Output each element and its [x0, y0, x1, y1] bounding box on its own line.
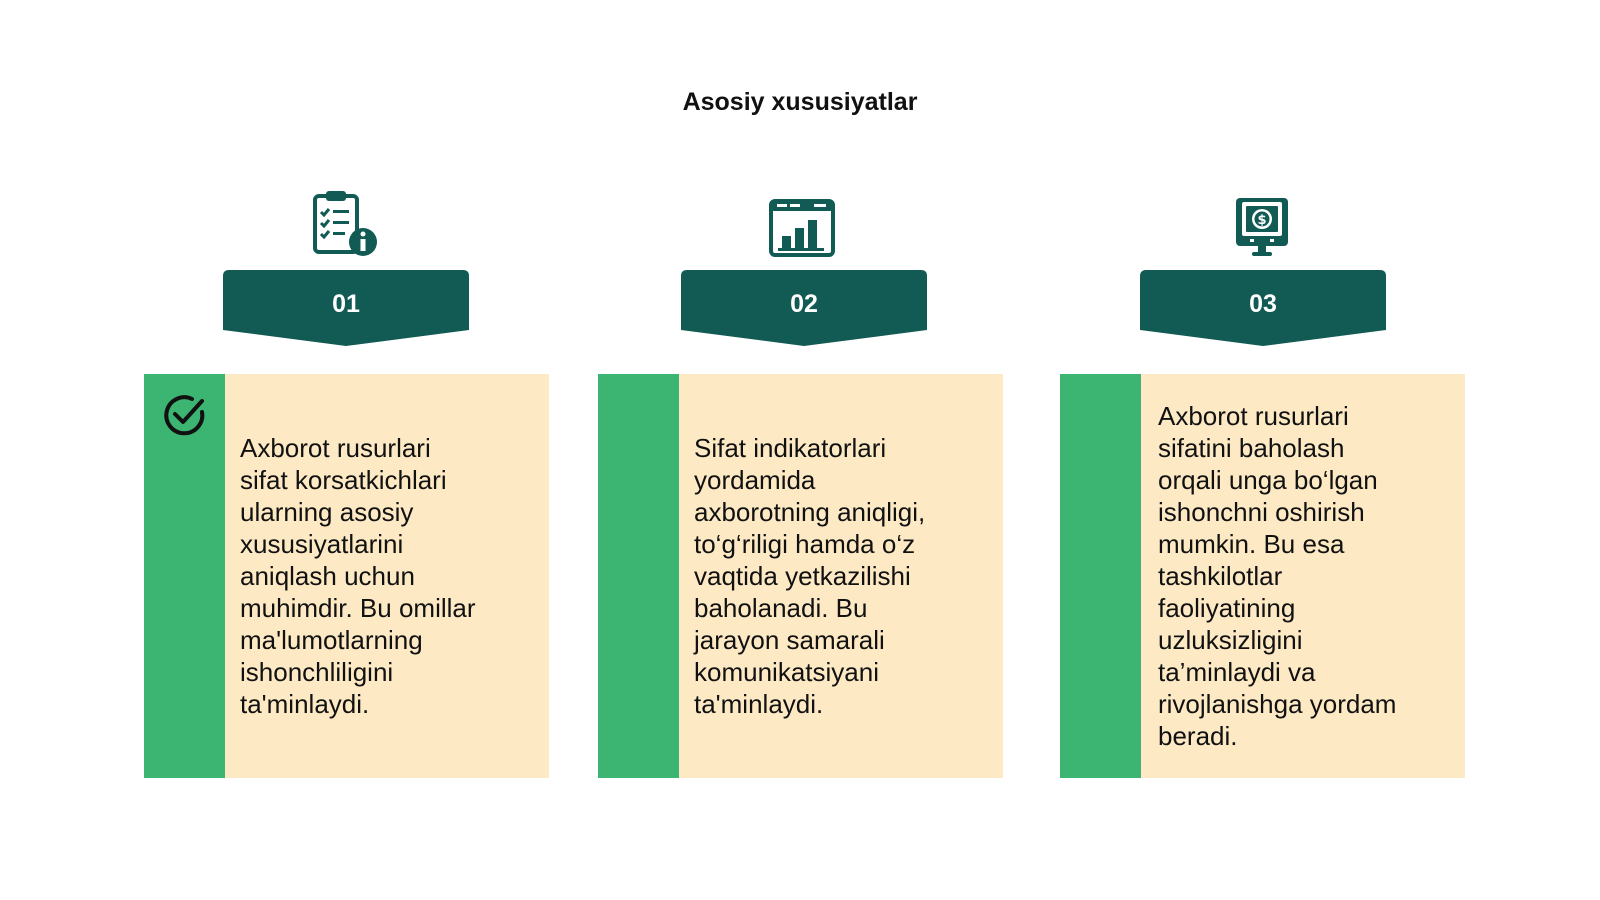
- svg-text:$: $: [1257, 213, 1267, 228]
- badge-number: 02: [790, 290, 818, 318]
- badge-02: [681, 270, 927, 350]
- badge-01: [223, 270, 469, 350]
- card-text: Axborot rusurlari sifat korsatkichlari ularning asosiy xususiyatlarini aniqlash uchun muhimdir. Bu omillar ma'lumotlarning ishonchliligini ta'minlaydi.: [240, 433, 476, 719]
- monitor-dollar-icon: [1228, 192, 1296, 260]
- card-accent-bar: [598, 374, 679, 778]
- badge-03: [1140, 270, 1386, 350]
- browser-bar-chart-icon: [768, 194, 836, 262]
- feature-card-2: [598, 374, 1003, 778]
- badge-number: 01: [332, 290, 360, 318]
- badge-number: 03: [1249, 290, 1277, 318]
- card-text: Axborot rusurlari sifatini baholash orqali unga bo‘lgan ishonchni oshirish mumkin. Bu esa tashkilotlar faoliyatining uzluksizligini ta’minlaydi va rivojlanishga yordam beradi.: [1158, 401, 1397, 751]
- page-title: Asosiy xususiyatlar: [682, 88, 918, 116]
- clipboard-checklist-info-icon: [311, 190, 379, 258]
- feature-card-1: [144, 374, 549, 778]
- feature-card-3: [1060, 374, 1465, 778]
- check-circle-icon: [162, 392, 208, 438]
- card-text: Sifat indikatorlari yordamida axborotning aniqligi, to‘g‘riligi hamda o‘z vaqtida yetkazilishi baholanadi. Bu jarayon samarali komunikatsiyani ta'minlaydi.: [694, 433, 926, 719]
- card-accent-bar: [1060, 374, 1141, 778]
